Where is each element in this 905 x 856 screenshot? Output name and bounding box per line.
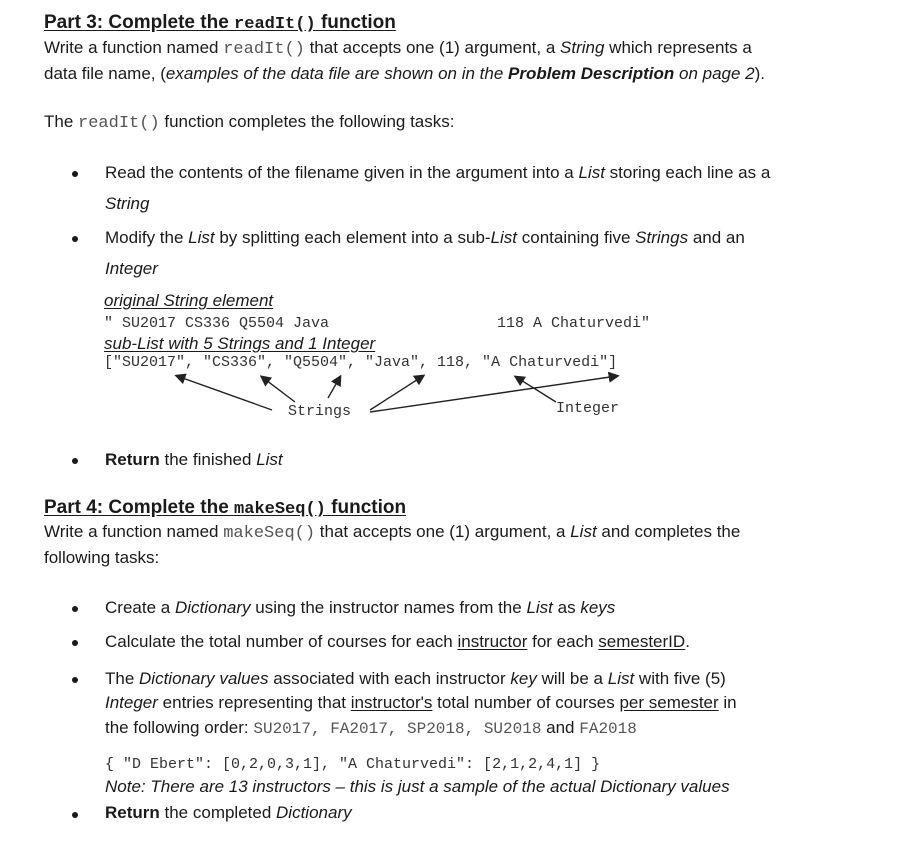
part4-bullet3-line1: The Dictionary values associated with each instructor key will be a List with five (5) xyxy=(105,669,726,688)
bullet xyxy=(72,812,78,818)
bullet xyxy=(72,677,78,683)
part3-bullet3: Return the finished List xyxy=(105,450,283,469)
part3-bullet2-line2: Integer xyxy=(105,259,158,278)
bullet xyxy=(72,458,78,464)
arrow-strings-3 xyxy=(328,377,340,398)
part3-paragraph-line1: Write a function named readIt() that accepts one (1) argument, a String which represents a xyxy=(44,38,752,59)
integer-annotation: Integer xyxy=(556,400,620,417)
part4-bullet1: Create a Dictionary using the instructor names from the List as keys xyxy=(105,598,616,617)
original-string-code-left: " SU2017 CS336 Q5504 Java xyxy=(104,315,330,332)
strings-annotation: Strings xyxy=(288,403,352,420)
part3-paragraph-line2: data file name, (examples of the data file are shown on in the Problem Description on page 2). xyxy=(44,64,766,83)
part4-bullet4: Return the completed Dictionary xyxy=(105,803,352,822)
part3-bullet2-line1: Modify the List by splitting each element into a sub-List containing five Strings and an xyxy=(105,228,745,247)
original-string-label: original String element xyxy=(104,291,274,310)
bullet xyxy=(72,640,78,646)
part4-bullet3-line2: Integer entries representing that instructor's total number of courses per semester in xyxy=(105,693,737,712)
part4-paragraph-line1: Write a function named makeSeq() that accepts one (1) argument, a List and completes the xyxy=(44,522,741,543)
part4-bullet2: Calculate the total number of courses for each instructor for each semesterID. xyxy=(105,632,690,651)
note-text: Note: There are 13 instructors – this is just a sample of the actual Dictionary values xyxy=(105,777,730,796)
sub-list-label: sub-List with 5 Strings and 1 Integer xyxy=(104,334,376,353)
part3-bullet1-line1: Read the contents of the filename given in the argument into a List storing each line as a xyxy=(105,163,771,182)
arrow-strings-1 xyxy=(177,376,272,410)
part4-heading: Part 4: Complete the makeSeq() function xyxy=(44,497,407,519)
part3-tasks-intro: The readIt() function completes the following tasks: xyxy=(44,112,455,133)
sub-list-code: ["SU2017", "CS336", "Q5504", "Java", 118, "A Chaturvedi"] xyxy=(104,354,618,371)
arrow-strings-5 xyxy=(370,376,617,412)
part3-bullet1-line2: String xyxy=(105,194,150,213)
bullet xyxy=(72,606,78,612)
part4-paragraph-line2: following tasks: xyxy=(44,548,160,567)
original-string-code-right: 118 A Chaturvedi" xyxy=(497,315,651,332)
arrow-strings-2 xyxy=(262,377,295,402)
part3-heading: Part 3: Complete the readIt() function xyxy=(44,12,396,34)
dictionary-example-code: { "D Ebert": [0,2,0,3,1], "A Chaturvedi": [2,1,2,4,1] } xyxy=(105,756,601,773)
part4-bullet3-line3: the following order: SU2017, FA2017, SP2018, SU2018 and FA2018 xyxy=(105,718,637,738)
